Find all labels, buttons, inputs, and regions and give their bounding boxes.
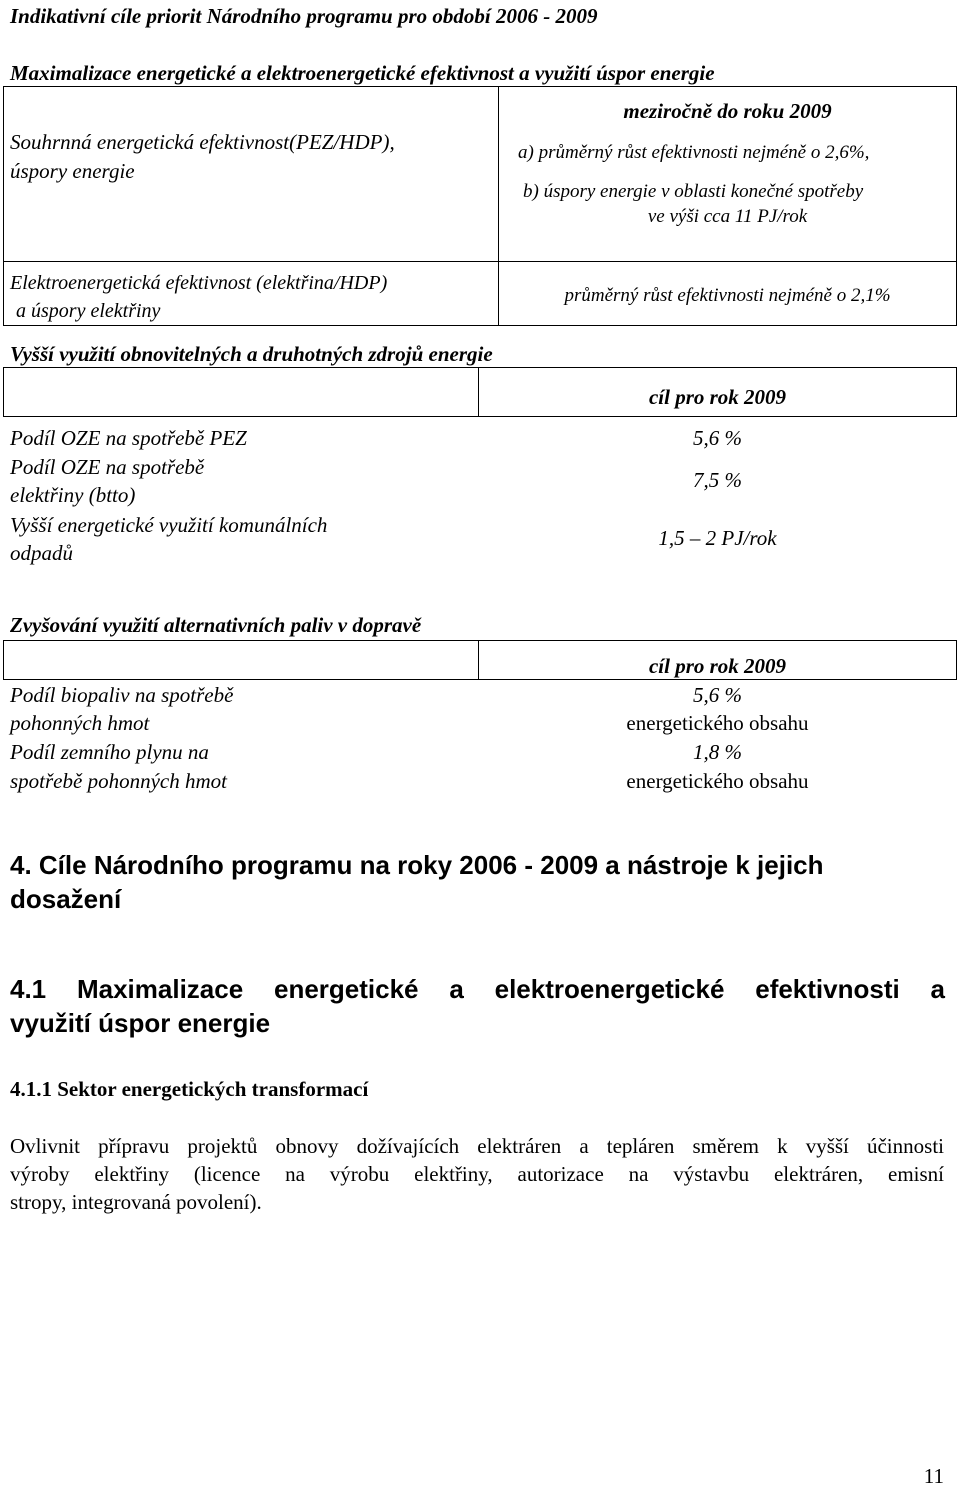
table3-row2-label: Podíl zemního plynu na xyxy=(10,740,209,764)
table2-row2-label-cont: elektřiny (btto) xyxy=(10,483,136,507)
section-4-1-1-title: 4.1.1 Sektor energetických transformací xyxy=(10,1077,369,1101)
table2-row3-label: Vyšší energetické využití komunálních xyxy=(10,513,328,537)
table1-row1-value-a: a) průměrný růst efektivnosti nejméně o 2,6%, xyxy=(518,142,870,163)
table2-row2-label: Podíl OZE na spotřebě xyxy=(10,455,205,479)
section-heading-renewable: Vyšší využití obnovitelných a druhotných zdrojů energie xyxy=(10,342,493,366)
section-4-title-cont: dosažení xyxy=(10,884,122,914)
section-heading-efficiency: Maximalizace energetické a elektroenergetické efektivnost a využití úspor energie xyxy=(10,61,715,85)
table2-col-header: cíl pro rok 2009 xyxy=(648,385,787,409)
table3-row1-value: 5,6 % xyxy=(693,683,742,707)
paragraph-line-3: stropy, integrovaná povolení). xyxy=(10,1190,262,1214)
table3-row2-value: 1,8 % xyxy=(693,740,742,764)
page-number: 11 xyxy=(923,1464,944,1488)
table1-col-header: meziročně do roku 2009 xyxy=(623,99,832,123)
table1-row2-label: Elektroenergetická efektivnost (elektřina/HDP) xyxy=(10,272,388,294)
table1-row2-value: průměrný růst efektivnosti nejméně o 2,1% xyxy=(564,285,891,306)
table3-row2-unit: energetického obsahu xyxy=(626,769,809,793)
table2-row3-value: 1,5 – 2 PJ/rok xyxy=(658,526,777,550)
page-heading: Indikativní cíle priorit Národního programu pro období 2006 - 2009 xyxy=(10,4,598,28)
paragraph-line-2: výroby elektřiny (licence na výrobu elektřiny, autorizace na výstavbu elektráren, emisní xyxy=(10,1162,944,1186)
table2-row3-label-cont: odpadů xyxy=(10,541,73,565)
table3-row2-label-cont: spotřebě pohonných hmot xyxy=(10,769,227,793)
table3-row1-unit: energetického obsahu xyxy=(626,711,809,735)
section-4-1-title: 4.1 Maximalizace energetické a elektroenergetické efektivnosti a xyxy=(10,974,945,1004)
table2-row1-label: Podíl OZE na spotřebě PEZ xyxy=(10,426,247,450)
table3-col-header: cíl pro rok 2009 xyxy=(648,654,787,678)
section-4-title: 4. Cíle Národního programu na roky 2006 - 2009 a nástroje k jejich xyxy=(10,850,824,880)
table1-row1-value-b-cont: ve výši cca 11 PJ/rok xyxy=(647,206,808,227)
table2-row2-value: 7,5 % xyxy=(693,468,742,492)
paragraph-line-1: Ovlivnit přípravu projektů obnovy dožívajících elektráren a tepláren směrem k vyšší účinnosti xyxy=(10,1134,944,1158)
table1-row2-label-cont: a úspory elektřiny xyxy=(16,300,161,322)
table3-row1-label: Podíl biopaliv na spotřebě xyxy=(10,683,234,707)
table1-row1-label-cont: úspory energie xyxy=(10,159,135,183)
section-heading-transport: Zvyšování využití alternativních paliv v dopravě xyxy=(10,613,422,637)
table3-row1-label-cont: pohonných hmot xyxy=(10,711,150,735)
table1-row1-value-b: b) úspory energie v oblasti konečné spotřeby xyxy=(523,181,864,202)
table1-row1-label: Souhrnná energetická efektivnost(PEZ/HDP), xyxy=(10,130,395,154)
section-4-1-title-cont: využití úspor energie xyxy=(10,1008,271,1038)
table2-row1-value: 5,6 % xyxy=(693,426,742,450)
